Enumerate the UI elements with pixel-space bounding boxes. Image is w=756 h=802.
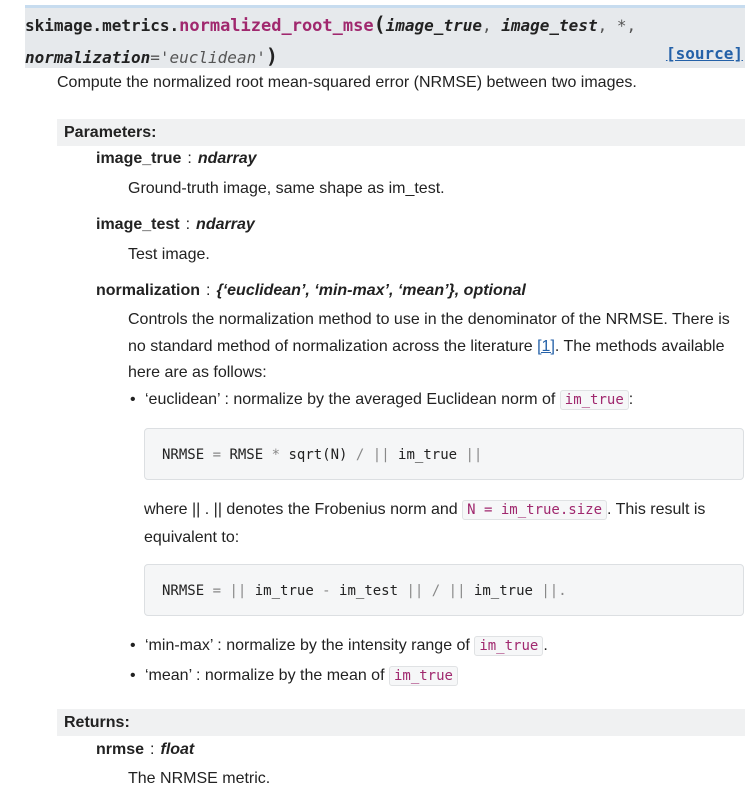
code-token: RMSE	[221, 447, 272, 463]
arg-image-test: image_test	[501, 16, 598, 35]
signature-line-1	[25, 12, 636, 36]
inline-code: im_true	[389, 666, 458, 686]
code-token: im_true	[389, 447, 466, 463]
code-op: /	[431, 583, 441, 599]
where-text-2: . This result is equivalent to:	[144, 501, 706, 546]
comma: ,	[597, 16, 608, 35]
open-paren: (	[373, 12, 386, 36]
bullet-mean	[145, 667, 458, 685]
param-type: ndarray	[197, 150, 257, 167]
where-text-1: where || . || denotes the Frobenius norm and	[144, 501, 463, 518]
code-token: NRMSE	[162, 447, 213, 463]
module-path: skimage.metrics.	[25, 16, 180, 35]
code-token: im_test	[330, 583, 407, 599]
function-signature	[25, 5, 745, 68]
code-op: =	[212, 583, 222, 599]
bullet-euclidean	[145, 391, 633, 409]
default-value: 'euclidean'	[159, 48, 266, 67]
param-sep: :	[185, 216, 191, 233]
code-op: *	[271, 447, 281, 463]
close-paren: )	[265, 44, 278, 68]
param-name: image_test	[96, 216, 180, 233]
parameters-heading: Parameters:	[57, 119, 745, 146]
where-text	[144, 496, 744, 551]
function-name: normalized_root_mse	[179, 16, 374, 36]
bullet-text: ‘mean’ : normalize by the mean of	[145, 667, 389, 684]
arg-image-true: image_true	[385, 16, 482, 35]
param-desc: Test image.	[128, 246, 210, 263]
bullet-text: ‘min-max’ : normalize by the intensity range of	[145, 637, 475, 654]
code-op: ||	[448, 583, 466, 599]
code-token: im_true	[465, 583, 542, 599]
desc-text: . The methods available here are as follows:	[128, 337, 725, 381]
code-op: -	[322, 583, 331, 599]
return-type: float	[160, 741, 195, 758]
code-op: ||	[406, 583, 424, 599]
return-desc: The NRMSE metric.	[128, 770, 271, 787]
summary-text: Compute the normalized root mean-squared error (NRMSE) between two images.	[57, 74, 637, 91]
param-sep: :	[206, 282, 211, 299]
code-op: ||.	[541, 583, 567, 599]
param-image-true	[96, 150, 257, 168]
code-token: sqrt(N)	[280, 447, 356, 463]
code-op: =	[212, 447, 222, 463]
code-block-1	[144, 428, 744, 480]
reference-link[interactable]: [1]	[537, 337, 555, 355]
code-token	[440, 583, 448, 599]
bullet-marker: •	[130, 637, 136, 654]
code-token: NRMSE	[162, 583, 213, 599]
code-token	[423, 583, 431, 599]
param-sep: :	[187, 150, 192, 167]
code-op: ||	[372, 447, 390, 463]
param-type: {‘euclidean’, ‘min-max’, ‘mean’}, optional	[216, 282, 526, 299]
param-name: image_true	[96, 150, 182, 167]
keyword-only-star: *	[616, 16, 627, 35]
normalization-description	[128, 307, 738, 387]
code-op: ||	[465, 447, 483, 463]
bullet-min-max	[145, 637, 548, 655]
code-op: /	[355, 447, 365, 463]
inline-code: N = im_true.size	[462, 500, 607, 520]
return-sep: :	[150, 741, 155, 758]
code-token	[364, 447, 372, 463]
param-normalization	[96, 282, 526, 300]
arg-normalization: normalization	[25, 48, 151, 67]
comma: ,	[626, 16, 637, 35]
signature-line-2	[25, 44, 278, 68]
inline-code: im_true	[474, 636, 543, 656]
comma: ,	[481, 16, 492, 35]
inline-code: im_true	[560, 390, 629, 410]
code-op: ||	[229, 583, 247, 599]
desc-text: Controls the normalization method to use in the denominator of the NRMSE. There is no standard method of normalization across the literature	[128, 311, 730, 355]
returns-heading: Returns:	[57, 709, 745, 736]
equals: =	[150, 48, 160, 67]
param-name: normalization	[96, 282, 201, 299]
bullet-marker: •	[130, 667, 136, 684]
source-link[interactable]: [source]	[665, 44, 743, 63]
bullet-text: ‘euclidean’ : normalize by the averaged Euclidean norm of	[145, 391, 560, 408]
param-desc: Ground-truth image, same shape as im_test.	[128, 180, 445, 197]
return-name: nrmse	[96, 741, 145, 758]
param-type: ndarray	[196, 216, 255, 233]
bullet-end: :	[628, 391, 634, 408]
code-token: im_true	[246, 583, 323, 599]
bullet-marker: •	[130, 391, 136, 408]
bullet-end: .	[543, 637, 548, 654]
param-image-test	[96, 216, 255, 234]
return-nrmse	[96, 741, 194, 759]
code-block-2	[144, 564, 744, 616]
